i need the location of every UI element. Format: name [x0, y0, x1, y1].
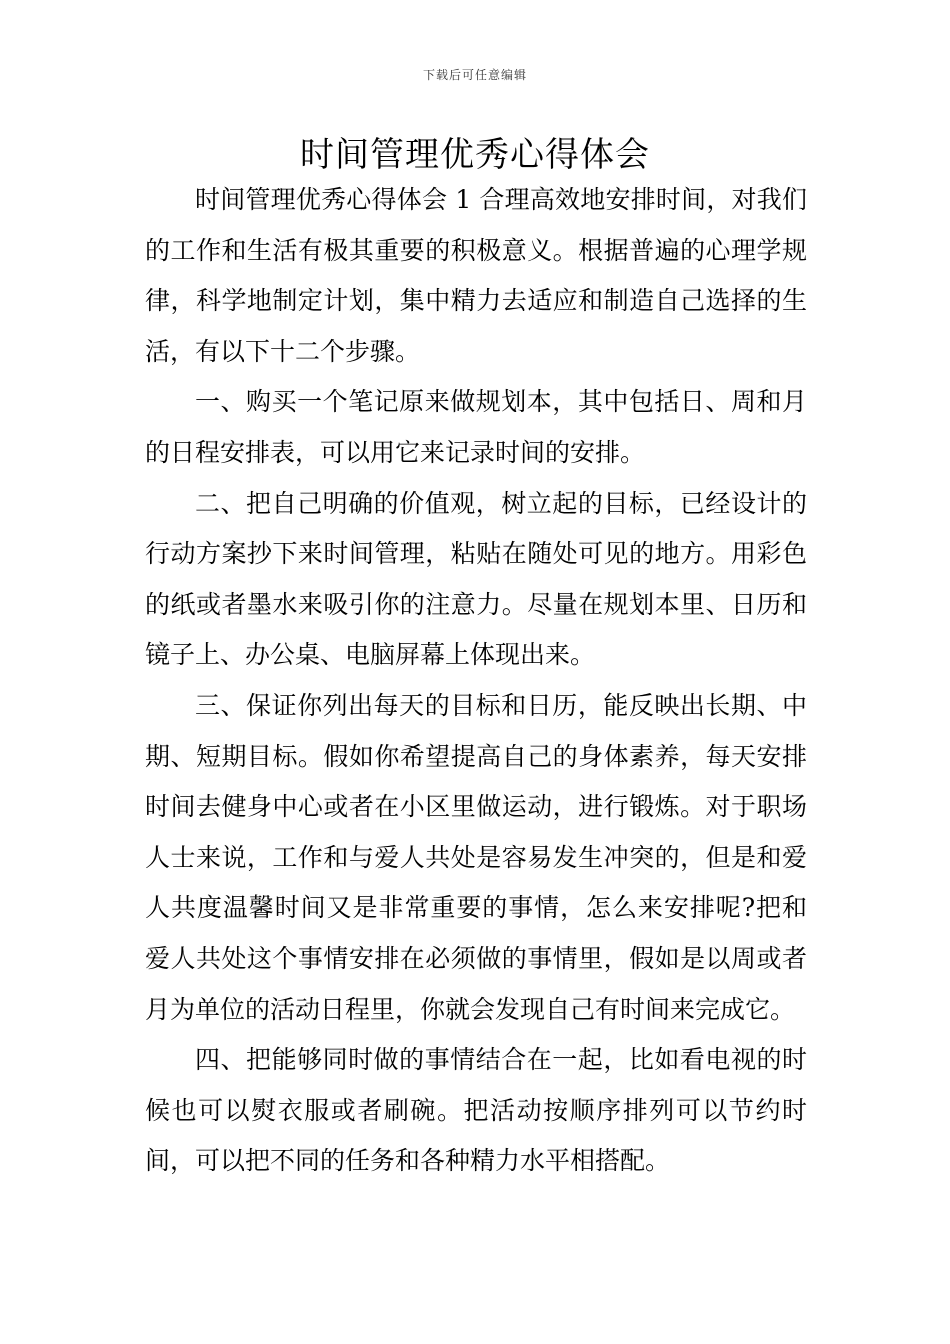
paragraph-step-4: 四、把能够同时做的事情结合在一起，比如看电视的时候也可以熨衣服或者刷碗。把活动按顺序排列可以节约时间，可以把不同的任务和各种精力水平相搭配。 [145, 1045, 807, 1176]
paragraph-step-3: 三、保证你列出每天的目标和日历，能反映出长期、中期、短期目标。假如你希望提高自己的身体素养，每天安排时间去健身中心或者在小区里做运动，进行锻炼。对于职场人士来说，工作和与爱人共处是容易发生冲突的，但是和爱人共度温馨时间又是非常重要的事情，怎么来安排呢?把和爱人共处这个事情安排在必须做的事情里，假如是以周或者月为单位的活动日程里，你就会发现自己有时间来完成它。 [145, 690, 807, 1024]
paragraph-intro: 时间管理优秀心得体会 1 合理高效地安排时间，对我们的工作和生活有极其重要的积极意义。根据普遍的心理学规律，科学地制定计划，集中精力去适应和制造自己选择的生活，有以下十二个步骤。 [145, 185, 807, 366]
document-body [145, 175, 807, 1187]
paragraph-step-2: 二、把自己明确的价值观，树立起的目标，已经设计的行动方案抄下来时间管理，粘贴在随处可见的地方。用彩色的纸或者墨水来吸引你的注意力。尽量在规划本里、日历和镜子上、办公桌、电脑屏幕上体现出来。 [145, 488, 807, 670]
header-note: 下载后可任意编辑 [422, 68, 527, 82]
document-title: 时间管理优秀心得体会 [300, 135, 650, 175]
paragraph-step-1: 一、购买一个笔记原来做规划本，其中包括日、周和月的日程安排表，可以用它来记录时间的安排。 [145, 387, 807, 467]
